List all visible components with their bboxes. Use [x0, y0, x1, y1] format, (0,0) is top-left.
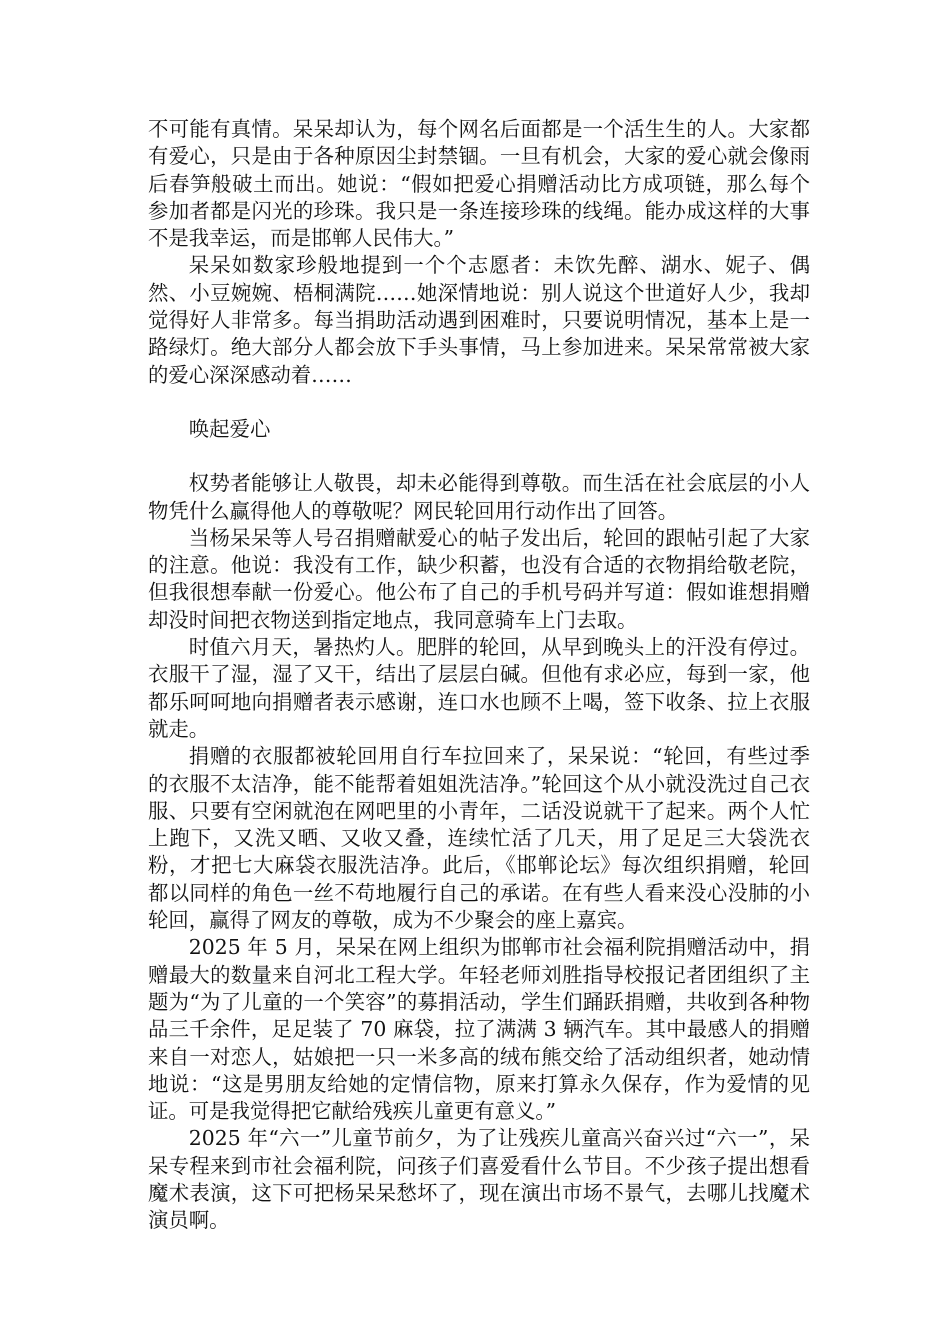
paragraph-7: 2025 年 5 月，呆呆在网上组织为邯郸市社会福利院捐赠活动中，捐赠最大的数量来自河北工程大学。年轻老师刘胜指导校报记者团组织了主题为“为了儿童的一个笑容”的募捐活动，学生们踊跃捐赠，共收到各种物品三千余件，足足装了 70 麻袋，拉了满满 3 辆汽车。其中最感人的捐赠来自一对恋人，姑娘把一只一米多高的绒布熊交给了活动组织者，她动情地说：“这是男朋友给她的定情信物，原来打算永久保存，作为爱情的见证。可是我觉得把它献给残疾儿童更有意义。” [148, 935, 810, 1124]
section-heading: 唤起爱心 [188, 416, 271, 441]
document-page [148, 116, 810, 1235]
paragraph-1: 不可能有真情。呆呆却认为，每个网名后面都是一个活生生的人。大家都有爱心，只是由于各种原因尘封禁锢。一旦有机会，大家的爱心就会像雨后春笋般破土而出。她说：“假如把爱心捐赠活动比方成项链，那么每个参加者都是闪光的珍珠。我只是一条连接珍珠的线绳。能办成这样的大事不是我幸运，而是邯郸人民伟大。” [148, 117, 810, 251]
paragraph-2: 呆呆如数家珍般地提到一个个志愿者：未饮先醉、湖水、妮子、偶然、小豆婉婉、梧桐满院……她深情地说：别人说这个世道好人少，我却觉得好人非常多。每当捐助活动遇到困难时，只要说明情况，基本上是一路绿灯。绝大部分人都会放下手头事情，马上参加进来。呆呆常常被大家的爱心深深感动着…… [148, 253, 810, 387]
paragraph-6: 捐赠的衣服都被轮回用自行车拉回来了，呆呆说：“轮回，有些过季的衣服不太洁净，能不能帮着姐姐洗洁净。”轮回这个从小就没洗过自己衣服、只要有空闲就泡在网吧里的小青年，二话没说就干了起来。两个人忙上跑下，又洗又晒、又收又叠，连续忙活了几天，用了足足三大袋洗衣粉，才把七大麻袋衣服洗洁净。此后，《邯郸论坛》每次组织捐赠，轮回都以同样的角色一丝不苟地履行自己的承诺。在有些人看来没心没肺的小轮回，赢得了网友的尊敬，成为不少聚会的座上嘉宾。 [148, 744, 810, 933]
paragraph-5: 时值六月天，暑热灼人。肥胖的轮回，从早到晚头上的汗没有停过。衣服干了湿，湿了又干，结出了层层白碱。但他有求必应，每到一家，他都乐呵呵地向捐赠者表示感谢，连口水也顾不上喝，签下收条、拉上衣服就走。 [148, 635, 810, 741]
paragraph-8: 2025 年“六一”儿童节前夕，为了让残疾儿童高兴奋兴过“六一”，呆呆专程来到市社会福利院，问孩子们喜爱看什么节目。不少孩子提出想看魔术表演，这下可把杨呆呆愁坏了，现在演出市场不景气，去哪儿找魔术演员啊。 [148, 1126, 810, 1233]
paragraph-4: 当杨呆呆等人号召捐赠献爱心的帖子发出后，轮回的跟帖引起了大家的注意。他说：我没有工作，缺少积蓄，也没有合适的衣物捐给敬老院，但我很想奉献一份爱心。他公布了自己的手机号码并写道：假如谁想捐赠却没时间把衣物送到指定地点，我同意骑车上门去取。 [148, 525, 810, 632]
paragraph-3: 权势者能够让人敬畏，却未必能得到尊敬。而生活在社会底层的小人物凭什么赢得他人的尊敬呢？网民轮回用行动作出了回答。 [148, 471, 810, 523]
